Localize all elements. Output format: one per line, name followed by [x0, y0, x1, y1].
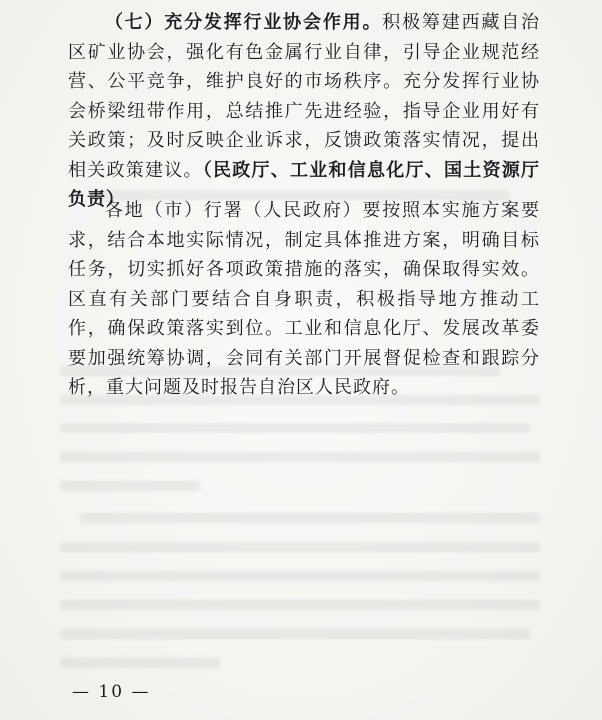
- bleed-through-line: [60, 658, 220, 668]
- bleed-through-line: [60, 481, 200, 491]
- paragraph-industry-association: [68, 8, 540, 215]
- bleed-through-line: [60, 423, 530, 433]
- paragraph-body: 积极筹建西藏自治区矿业协会，强化有色金属行业自律，引导企业规范经营、公平竞争，维护良好的市场秩序。充分发挥行业协会桥梁纽带作用，总结推广先进经验，指导企业用好有关政策；及时反映企业诉求，反馈政策落实情况，提出相关政策建议。: [68, 12, 541, 181]
- bleed-through-line: [80, 513, 540, 523]
- bleed-through-line: [60, 571, 540, 581]
- bleed-through-line: [60, 629, 530, 639]
- bleed-through-line: [60, 542, 540, 552]
- paragraph-implementation: [68, 196, 540, 403]
- responsible-departments: （民政厅、工业和信息化厅、国土资源厅负责）: [68, 159, 540, 210]
- section-heading: （七）充分发挥行业协会作用。: [104, 12, 383, 33]
- bleed-through-line: [60, 600, 540, 610]
- bleed-through-line: [60, 452, 540, 462]
- paragraph-body: 各地（市）行署（人民政府）要按照本实施方案要求，结合本地实际情况，制定具体推进方案，明确目标任务，切实抓好各项政策措施的落实，确保取得实效。区直有关部门要结合自身职责，积极指导地方推动工作，确保政策落实到位。工业和信息化厅、发展改革委要加强统筹协调，会同有关部门开展督促检查和跟踪分析，重大问题及时报告自治区人民政府。: [68, 200, 540, 398]
- page-number: — 10 —: [72, 682, 151, 702]
